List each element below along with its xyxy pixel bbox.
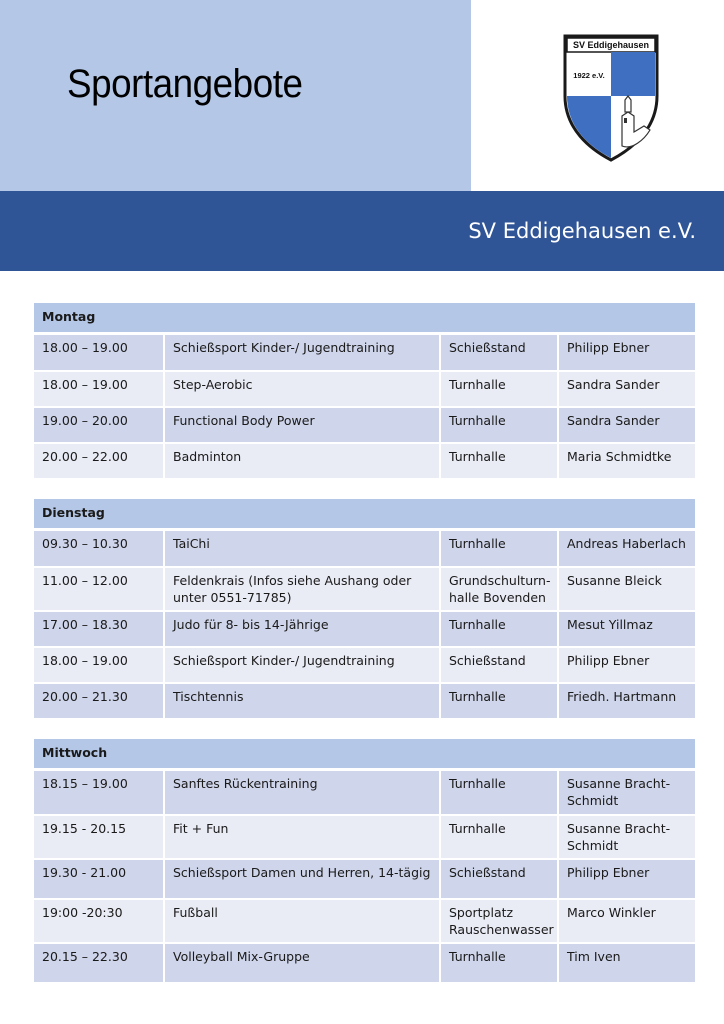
time-cell: 19.15 - 20.15 [34, 815, 164, 859]
location-cell: Grundschulturn-halle Bovenden [440, 567, 558, 611]
trainer-cell: Mesut Yillmaz [558, 611, 695, 647]
location-cell: Schießstand [440, 647, 558, 683]
table-row [34, 443, 695, 479]
day-header: Montag [34, 303, 695, 335]
trainer-cell: Marco Winkler [558, 899, 695, 943]
activity-cell: Functional Body Power [164, 407, 440, 443]
time-cell: 19.00 – 20.00 [34, 407, 164, 443]
time-cell: 18.00 – 19.00 [34, 647, 164, 683]
trainer-cell: Susanne Bracht-Schmidt [558, 815, 695, 859]
logo-year-text: 1922 e.V. [573, 71, 605, 80]
location-cell: Turnhalle [440, 611, 558, 647]
table-row [34, 771, 695, 815]
trainer-cell: Susanne Bleick [558, 567, 695, 611]
schedule-table [34, 771, 695, 984]
table-row [34, 647, 695, 683]
trainer-cell: Philipp Ebner [558, 647, 695, 683]
trainer-cell: Philipp Ebner [558, 859, 695, 899]
location-cell: Turnhalle [440, 943, 558, 983]
page-title: Sportangebote [67, 62, 303, 106]
schedule-table [34, 531, 695, 720]
activity-cell: Fit + Fun [164, 815, 440, 859]
activity-cell: Schießsport Kinder-/ Jugendtraining [164, 647, 440, 683]
table-row [34, 899, 695, 943]
section-mittwoch [34, 739, 695, 984]
day-header: Mittwoch [34, 739, 695, 771]
location-cell: Turnhalle [440, 815, 558, 859]
day-header: Dienstag [34, 499, 695, 531]
activity-cell: Judo für 8- bis 14-Jährige [164, 611, 440, 647]
activity-cell: Badminton [164, 443, 440, 479]
activity-cell: Tischtennis [164, 683, 440, 719]
trainer-cell: Sandra Sander [558, 371, 695, 407]
activity-cell: Volleyball Mix-Gruppe [164, 943, 440, 983]
club-crest-icon [562, 34, 660, 162]
location-cell: Schießstand [440, 859, 558, 899]
location-cell: Turnhalle [440, 683, 558, 719]
time-cell: 20.00 – 21.30 [34, 683, 164, 719]
trainer-cell: Susanne Bracht-Schmidt [558, 771, 695, 815]
time-cell: 18.15 – 19.00 [34, 771, 164, 815]
activity-cell: Fußball [164, 899, 440, 943]
activity-cell: Feldenkrais (Infos siehe Aushang oder unter 0551-71785) [164, 567, 440, 611]
time-cell: 20.00 – 22.00 [34, 443, 164, 479]
location-cell: Turnhalle [440, 443, 558, 479]
section-montag [34, 303, 695, 480]
activity-cell: Sanftes Rückentraining [164, 771, 440, 815]
table-row [34, 371, 695, 407]
table-row [34, 683, 695, 719]
table-row [34, 943, 695, 983]
trainer-cell: Maria Schmidtke [558, 443, 695, 479]
time-cell: 19.30 - 21.00 [34, 859, 164, 899]
activity-cell: Step-Aerobic [164, 371, 440, 407]
time-cell: 20.15 – 22.30 [34, 943, 164, 983]
table-row [34, 531, 695, 567]
table-row [34, 815, 695, 859]
location-cell: Turnhalle [440, 407, 558, 443]
time-cell: 19:00 -20:30 [34, 899, 164, 943]
activity-cell: Schießsport Kinder-/ Jugendtraining [164, 335, 440, 371]
location-cell: Turnhalle [440, 771, 558, 815]
time-cell: 18.00 – 19.00 [34, 335, 164, 371]
trainer-cell: Andreas Haberlach [558, 531, 695, 567]
trainer-cell: Philipp Ebner [558, 335, 695, 371]
table-row [34, 611, 695, 647]
schedule-table [34, 335, 695, 480]
logo-top-text: SV Eddigehausen [572, 40, 650, 50]
location-cell: Turnhalle [440, 531, 558, 567]
trainer-cell: Tim Iven [558, 943, 695, 983]
time-cell: 09.30 – 10.30 [34, 531, 164, 567]
location-cell: Schießstand [440, 335, 558, 371]
section-dienstag [34, 499, 695, 720]
table-row [34, 407, 695, 443]
location-cell: Turnhalle [440, 371, 558, 407]
table-row [34, 335, 695, 371]
activity-cell: TaiChi [164, 531, 440, 567]
table-row [34, 567, 695, 611]
trainer-cell: Sandra Sander [558, 407, 695, 443]
org-name: SV Eddigehausen e.V. [468, 219, 696, 243]
time-cell: 18.00 – 19.00 [34, 371, 164, 407]
time-cell: 17.00 – 18.30 [34, 611, 164, 647]
trainer-cell: Friedh. Hartmann [558, 683, 695, 719]
location-cell: Sportplatz Rauschenwasser [440, 899, 558, 943]
activity-cell: Schießsport Damen und Herren, 14-tägig [164, 859, 440, 899]
time-cell: 11.00 – 12.00 [34, 567, 164, 611]
table-row [34, 859, 695, 899]
